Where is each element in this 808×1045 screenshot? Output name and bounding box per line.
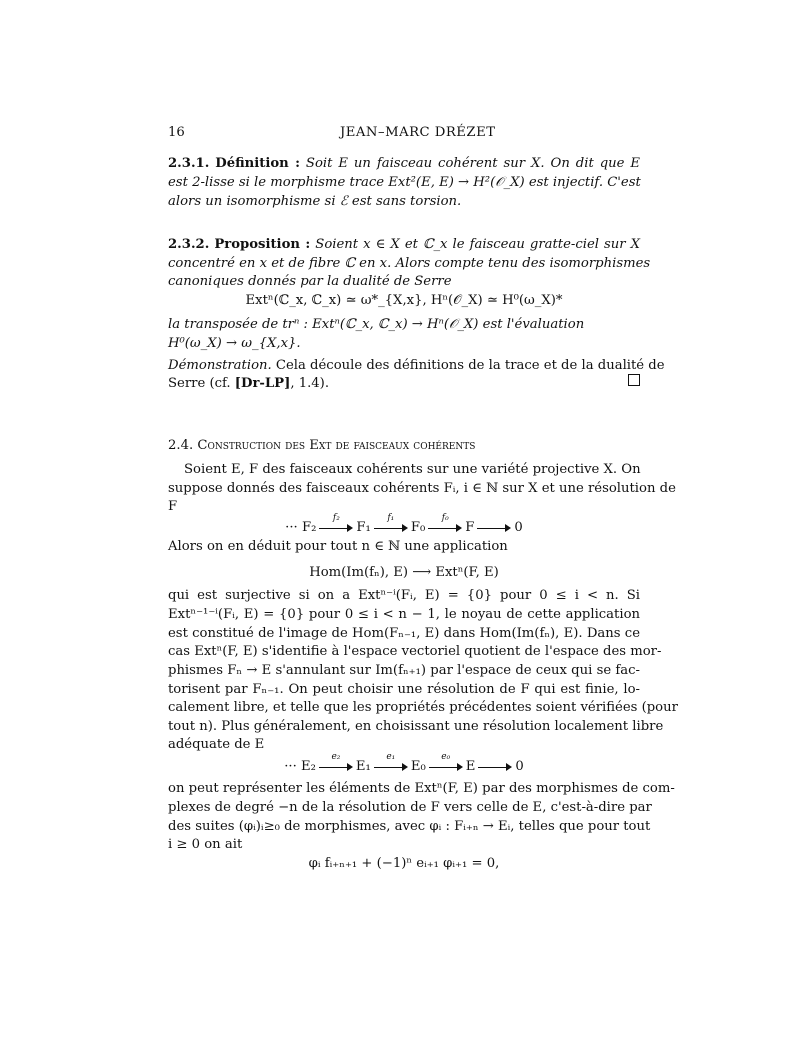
paragraph-line: F [168, 499, 178, 514]
definition-title: Définition : [215, 156, 300, 171]
proposition-line-5: H⁰(ω_X) → ω_{X,x}. [168, 336, 301, 351]
sequence-term: F₁ [356, 520, 371, 535]
paragraph-line: tout n). Plus généralement, en choisissant une résolution localement libre [168, 719, 664, 734]
paragraph-line: Alors on en déduit pour tout n ∈ ℕ une application [168, 539, 508, 554]
arrow-label: f₁ [387, 512, 395, 523]
demonstration-line-1 [168, 357, 665, 376]
paragraph-line: qui est surjective si on a Extⁿ⁻ⁱ(Fᵢ, E) = {0} pour 0 ≤ i < n. Si [168, 588, 640, 603]
sequence-term: 0 [515, 759, 524, 774]
running-header: JEAN–MARC DRÉZET [340, 125, 496, 140]
arrow-icon [374, 751, 408, 772]
demonstration-text: , 1.4). [290, 376, 330, 391]
paragraph-line: on peut représenter les éléments de Extⁿ(F, E) par des morphismes de com- [168, 781, 675, 796]
proposition-line-2: concentré en x et de fibre ℂ en x. Alors compte tenu des isomorphismes [168, 256, 651, 271]
paragraph-line: i ≥ 0 on ait [168, 837, 243, 852]
arrow-label: e₂ [331, 751, 341, 762]
paragraph-line: calement libre, et telle que les propriétés précédentes soient vérifiées (pour [168, 700, 678, 715]
definition-line-1 [168, 155, 640, 174]
section-number: 2.4. [168, 438, 194, 453]
section-heading [168, 437, 475, 456]
demonstration-label: Démonstration. [168, 358, 272, 373]
arrow-icon [428, 512, 462, 533]
qed-square-icon [628, 374, 640, 386]
proposition-text: Soient x ∈ X et ℂ_x le faisceau gratte-ciel sur X [310, 237, 640, 252]
section-number: 2.3.2. [168, 237, 210, 252]
paragraph-line: torisent par Fₙ₋₁. On peut choisir une résolution de F qui est finie, lo- [168, 682, 640, 697]
arrow-icon [374, 512, 408, 533]
definition-line-2: est 2-lisse si le morphisme trace Ext²(E, E) → H²(𝒪_X) est injectif. C'est [168, 175, 641, 190]
arrow-icon [319, 751, 353, 772]
paragraph-line: suppose donnés des faisceaux cohérents Fᵢ, i ∈ ℕ sur X et une résolution de [168, 481, 676, 496]
paragraph-line: adéquate de E [168, 737, 265, 752]
definition-text: Soit E un faisceau cohérent sur X. On dit que E [299, 156, 640, 171]
section-title: Construction des Ext de faisceaux cohérents [197, 438, 476, 453]
resolution-sequence-F [168, 512, 640, 538]
demonstration-text: Serre (cf. [168, 376, 235, 391]
arrow-label: e₁ [386, 751, 396, 762]
paragraph-line: cas Extⁿ(F, E) s'identifie à l'espace vectoriel quotient de l'espace des mor- [168, 644, 662, 659]
arrow-icon [478, 762, 512, 772]
sequence-term: 0 [514, 520, 523, 535]
arrow-label: f₂ [332, 512, 340, 523]
hom-ext-formula: Hom(Im(fₙ), E) ⟶ Extⁿ(F, E) [309, 565, 499, 580]
compatibility-formula: φᵢ fᵢ₊ₙ₊₁ + (−1)ⁿ eᵢ₊₁ φᵢ₊₁ = 0, [308, 856, 500, 871]
proposition-line-1 [168, 236, 640, 255]
sequence-term: E [465, 759, 476, 774]
serre-duality-formula: Extⁿ(ℂ_x, ℂ_x) ≃ ω*_{X,x}, Hⁿ(𝒪_X) ≃ H⁰(ω_X)* [245, 293, 563, 308]
sequence-term: F₀ [410, 520, 426, 535]
proposition-title: Proposition : [214, 237, 311, 252]
demonstration-line-2 [168, 375, 329, 394]
paragraph-line: phismes Fₙ → E s'annulant sur Im(fₙ₊₁) par l'espace de ceux qui se fac- [168, 663, 640, 678]
arrow-label: f₀ [441, 512, 449, 523]
resolution-sequence-E [168, 751, 640, 777]
definition-line-3: alors un isomorphisme si ℰ est sans torsion. [168, 194, 462, 209]
arrow-icon [429, 751, 463, 772]
page-number: 16 [168, 125, 185, 140]
proposition-line-4: la transposée de trⁿ : Extⁿ(ℂ_x, ℂ_x) → Hⁿ(𝒪_X) est l'évaluation [168, 317, 585, 332]
paragraph-line: Extⁿ⁻¹⁻ⁱ(Fᵢ, E) = {0} pour 0 ≤ i < n − 1, le noyau de cette application [168, 607, 640, 622]
demonstration-text: Cela découle des définitions de la trace et de la dualité de [271, 358, 665, 373]
arrow-icon [319, 512, 353, 533]
section-number: 2.3.1. [168, 156, 210, 171]
sequence-term: ··· F₂ [285, 520, 317, 535]
paragraph-line: est constitué de l'image de Hom(Fₙ₋₁, E) dans Hom(Im(fₙ), E). Dans ce [168, 626, 640, 641]
sequence-term: E₁ [355, 759, 371, 774]
sequence-term: F [465, 520, 475, 535]
citation-link[interactable]: [Dr-LP] [234, 376, 291, 391]
proposition-line-3: canoniques donnés par la dualité de Serre [168, 274, 452, 289]
paragraph-line: Soient E, F des faisceaux cohérents sur une variété projective X. On [184, 462, 641, 477]
paragraph-line: plexes de degré −n de la résolution de F vers celle de E, c'est-à-dire par [168, 800, 652, 815]
arrow-icon [477, 523, 511, 533]
paragraph-line: des suites (φᵢ)ᵢ≥₀ de morphismes, avec φᵢ : Fᵢ₊ₙ → Eᵢ, telles que pour tout [168, 819, 651, 834]
arrow-label: e₀ [441, 751, 451, 762]
sequence-term: E₀ [410, 759, 426, 774]
sequence-term: ··· E₂ [284, 759, 316, 774]
